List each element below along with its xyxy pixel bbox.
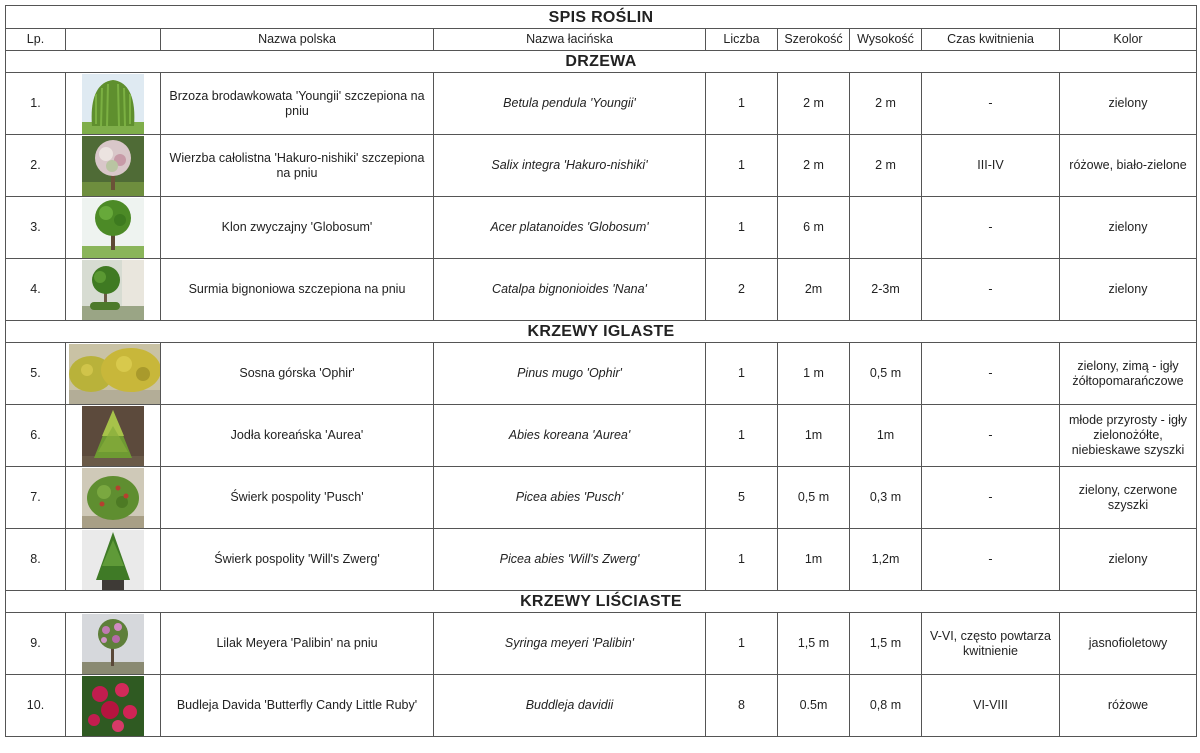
spruce-pusch-photo xyxy=(82,468,144,528)
cell-bloom-time: - xyxy=(922,467,1060,529)
cell-color: młode przyrosty - igły zielonożółte, niebieskawe szyszki xyxy=(1060,405,1197,467)
cell-height: 1,2m xyxy=(850,529,922,591)
cell-bloom-time: III-IV xyxy=(922,135,1060,197)
cell-photo xyxy=(66,135,161,197)
table-row xyxy=(6,73,1197,135)
cell-width: 2 m xyxy=(778,135,850,197)
table-row xyxy=(6,135,1197,197)
cell-name-latin: Picea abies 'Pusch' xyxy=(434,467,706,529)
willow-tree-photo xyxy=(82,136,144,196)
cell-name-polish: Świerk pospolity 'Pusch' xyxy=(161,467,434,529)
cell-width: 0,5 m xyxy=(778,467,850,529)
cell-bloom-time: - xyxy=(922,73,1060,135)
weeping-birch-photo xyxy=(82,74,144,134)
mugo-pine-photo xyxy=(69,344,161,404)
cell-lp: 7. xyxy=(6,467,66,529)
cell-color: zielony xyxy=(1060,529,1197,591)
cell-name-polish: Jodła koreańska 'Aurea' xyxy=(161,405,434,467)
cell-lp: 5. xyxy=(6,343,66,405)
table-row xyxy=(6,613,1197,675)
cell-width: 6 m xyxy=(778,197,850,259)
header-bloom-time: Czas kwitnienia xyxy=(922,29,1060,51)
header-name-polish: Nazwa polska xyxy=(161,29,434,51)
plant-table xyxy=(5,5,1197,737)
cell-name-polish: Wierzba całolistna 'Hakuro-nishiki' szczepiona na pniu xyxy=(161,135,434,197)
cell-height: 2-3m xyxy=(850,259,922,321)
cell-bloom-time: - xyxy=(922,529,1060,591)
cell-photo xyxy=(66,343,161,405)
buddleja-photo xyxy=(82,676,144,736)
cell-name-latin: Betula pendula 'Youngii' xyxy=(434,73,706,135)
section-title: KRZEWY LIŚCIASTE xyxy=(6,591,1197,613)
cell-name-latin: Salix integra 'Hakuro-nishiki' xyxy=(434,135,706,197)
cell-count: 8 xyxy=(706,675,778,737)
cell-photo xyxy=(66,529,161,591)
cell-name-latin: Buddleja davidii xyxy=(434,675,706,737)
cell-width: 1m xyxy=(778,529,850,591)
header-count: Liczba xyxy=(706,29,778,51)
cell-bloom-time: V-VI, często powtarza kwitnienie xyxy=(922,613,1060,675)
cell-height: 2 m xyxy=(850,135,922,197)
cell-height: 0,3 m xyxy=(850,467,922,529)
section-title: KRZEWY IGLASTE xyxy=(6,321,1197,343)
cell-count: 1 xyxy=(706,529,778,591)
cell-lp: 4. xyxy=(6,259,66,321)
cell-count: 1 xyxy=(706,197,778,259)
header-row xyxy=(6,29,1197,51)
cell-photo xyxy=(66,197,161,259)
cell-count: 5 xyxy=(706,467,778,529)
cell-lp: 3. xyxy=(6,197,66,259)
spruce-wills-zwerg-photo xyxy=(82,530,144,590)
catalpa-photo xyxy=(82,260,144,320)
cell-height: 0,5 m xyxy=(850,343,922,405)
cell-name-polish: Klon zwyczajny 'Globosum' xyxy=(161,197,434,259)
cell-width: 1 m xyxy=(778,343,850,405)
cell-color: różowe, biało-zielone xyxy=(1060,135,1197,197)
section-header-row xyxy=(6,591,1197,613)
cell-count: 1 xyxy=(706,613,778,675)
cell-name-latin: Catalpa bignonioides 'Nana' xyxy=(434,259,706,321)
cell-width: 1,5 m xyxy=(778,613,850,675)
table-row xyxy=(6,405,1197,467)
cell-bloom-time: - xyxy=(922,259,1060,321)
cell-bloom-time: VI-VIII xyxy=(922,675,1060,737)
cell-photo xyxy=(66,405,161,467)
cell-name-latin: Pinus mugo 'Ophir' xyxy=(434,343,706,405)
cell-height: 2 m xyxy=(850,73,922,135)
header-lp: Lp. xyxy=(6,29,66,51)
cell-bloom-time: - xyxy=(922,405,1060,467)
cell-count: 1 xyxy=(706,343,778,405)
table-row xyxy=(6,343,1197,405)
cell-height xyxy=(850,197,922,259)
cell-lp: 9. xyxy=(6,613,66,675)
table-row xyxy=(6,467,1197,529)
cell-height: 0,8 m xyxy=(850,675,922,737)
table-row xyxy=(6,259,1197,321)
plant-table-body xyxy=(6,6,1197,737)
cell-name-latin: Picea abies 'Will's Zwerg' xyxy=(434,529,706,591)
cell-lp: 1. xyxy=(6,73,66,135)
header-height: Wysokość xyxy=(850,29,922,51)
cell-name-polish: Surmia bignoniowa szczepiona na pniu xyxy=(161,259,434,321)
cell-bloom-time: - xyxy=(922,197,1060,259)
cell-name-latin: Acer platanoides 'Globosum' xyxy=(434,197,706,259)
cell-width: 0.5m xyxy=(778,675,850,737)
lilac-photo xyxy=(82,614,144,674)
header-name-latin: Nazwa łacińska xyxy=(434,29,706,51)
cell-name-latin: Syringa meyeri 'Palibin' xyxy=(434,613,706,675)
header-width: Szerokość xyxy=(778,29,850,51)
cell-name-polish: Sosna górska 'Ophir' xyxy=(161,343,434,405)
page-title: SPIS ROŚLIN xyxy=(6,6,1197,29)
table-row xyxy=(6,529,1197,591)
cell-lp: 8. xyxy=(6,529,66,591)
cell-bloom-time: - xyxy=(922,343,1060,405)
cell-count: 1 xyxy=(706,135,778,197)
plant-list-sheet xyxy=(5,5,1196,737)
table-row xyxy=(6,197,1197,259)
cell-lp: 6. xyxy=(6,405,66,467)
section-header-row xyxy=(6,321,1197,343)
cell-color: zielony xyxy=(1060,197,1197,259)
cell-height: 1m xyxy=(850,405,922,467)
cell-name-polish: Lilak Meyera 'Palibin' na pniu xyxy=(161,613,434,675)
cell-name-latin: Abies koreana 'Aurea' xyxy=(434,405,706,467)
cell-photo xyxy=(66,613,161,675)
cell-width: 2 m xyxy=(778,73,850,135)
cell-name-polish: Świerk pospolity 'Will's Zwerg' xyxy=(161,529,434,591)
cell-width: 2m xyxy=(778,259,850,321)
cell-color: różowe xyxy=(1060,675,1197,737)
cell-photo xyxy=(66,73,161,135)
cell-lp: 10. xyxy=(6,675,66,737)
header-photo xyxy=(66,29,161,51)
cell-count: 1 xyxy=(706,405,778,467)
cell-width: 1m xyxy=(778,405,850,467)
header-color: Kolor xyxy=(1060,29,1197,51)
cell-photo xyxy=(66,259,161,321)
cell-count: 2 xyxy=(706,259,778,321)
cell-photo xyxy=(66,675,161,737)
cell-color: zielony, zimą - igły żółtopomarańczowe xyxy=(1060,343,1197,405)
globe-maple-photo xyxy=(82,198,144,258)
korean-fir-photo xyxy=(82,406,144,466)
cell-height: 1,5 m xyxy=(850,613,922,675)
cell-count: 1 xyxy=(706,73,778,135)
section-header-row xyxy=(6,51,1197,73)
cell-color: zielony, czerwone szyszki xyxy=(1060,467,1197,529)
section-title: DRZEWA xyxy=(6,51,1197,73)
cell-name-polish: Brzoza brodawkowata 'Youngii' szczepiona na pniu xyxy=(161,73,434,135)
table-row xyxy=(6,675,1197,737)
title-row xyxy=(6,6,1197,29)
cell-color: zielony xyxy=(1060,73,1197,135)
cell-lp: 2. xyxy=(6,135,66,197)
cell-color: jasnofioletowy xyxy=(1060,613,1197,675)
cell-photo xyxy=(66,467,161,529)
cell-color: zielony xyxy=(1060,259,1197,321)
cell-name-polish: Budleja Davida 'Butterfly Candy Little Ruby' xyxy=(161,675,434,737)
